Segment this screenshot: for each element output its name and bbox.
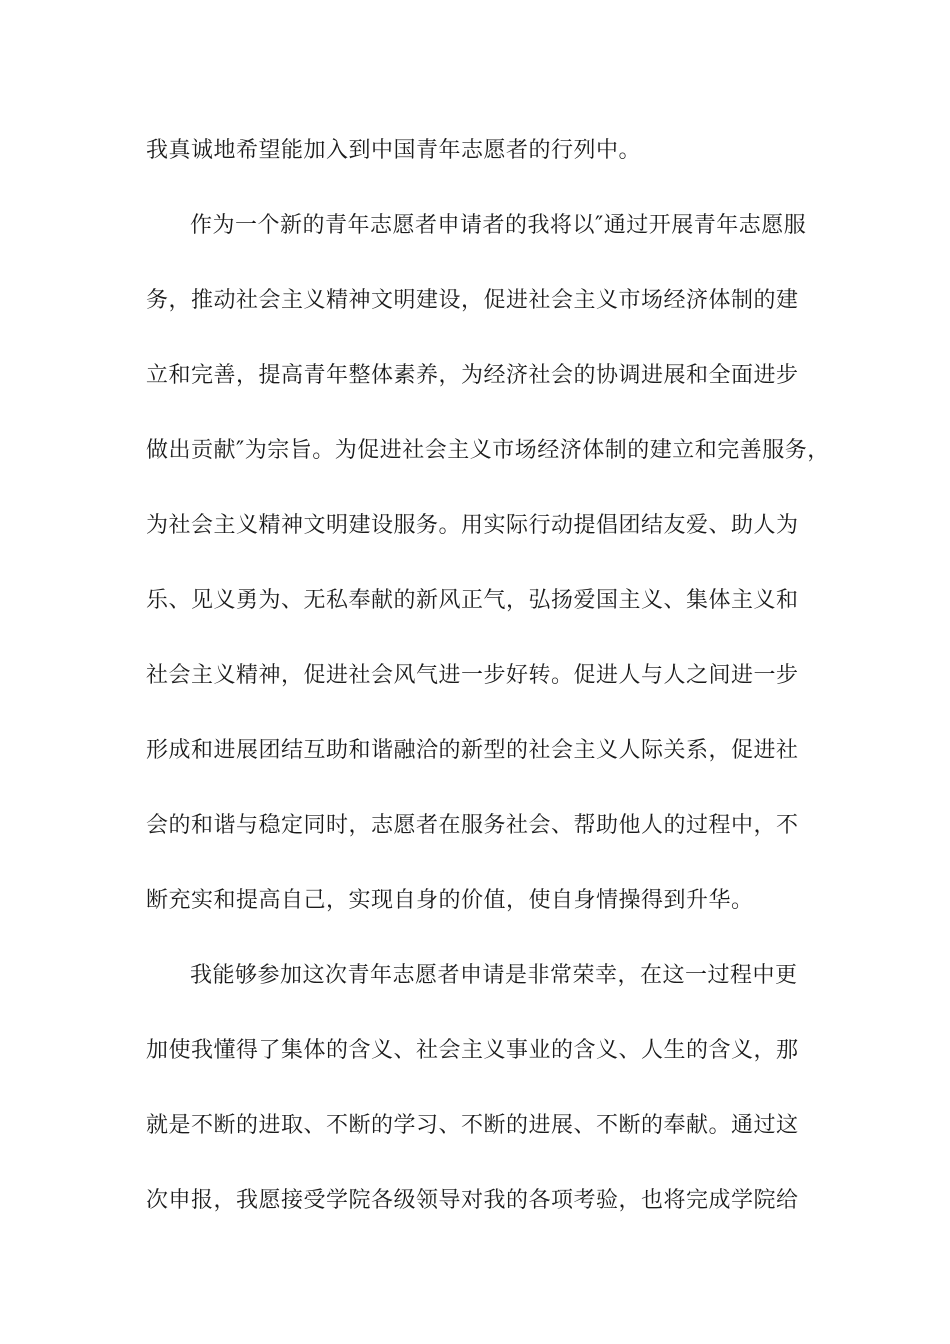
text-line: 就是不断的进取、不断的学习、不断的进展、不断的奉献。通过这: [146, 1113, 799, 1138]
text-line: 社会主义精神，促进社会风气进一步好转。促进人与人之间进一步: [146, 663, 799, 688]
text-line: 为社会主义精神文明建设服务。用实际行动提倡团结友爱、助人为: [146, 513, 799, 538]
text-line: 形成和进展团结互助和谐融洽的新型的社会主义人际关系，促进社: [146, 738, 799, 763]
text-line: 我真诚地希望能加入到中国青年志愿者的行列中。: [146, 138, 642, 163]
text-line: 会的和谐与稳定同时，志愿者在服务社会、帮助他人的过程中，不: [146, 813, 799, 838]
text-line: 乐、见义勇为、无私奉献的新风正气，弘扬爱国主义、集体主义和: [146, 588, 799, 613]
text-line: 加使我懂得了集体的含义、社会主义事业的含义、人生的含义，那: [146, 1038, 799, 1063]
text-line: 务，推动社会主义精神文明建设，促进社会主义市场经济体制的建: [146, 288, 799, 313]
text-line: 立和完善，提高青年整体素养，为经济社会的协调进展和全面进步: [146, 363, 799, 388]
text-line: 次申报，我愿接受学院各级领导对我的各项考验，也将完成学院给: [146, 1188, 799, 1213]
paragraph-first-line: 我能够参加这次青年志愿者申请是非常荣幸，在这一过程中更: [190, 963, 798, 988]
text-line: 断充实和提高自己，实现自身的价值，使自身情操得到升华。: [146, 888, 754, 913]
text-line: 做出贡献″为宗旨。为促进社会主义市场经济体制的建立和完善服务，: [146, 438, 830, 463]
paragraph-first-line: 作为一个新的青年志愿者申请者的我将以″通过开展青年志愿服: [190, 213, 807, 238]
